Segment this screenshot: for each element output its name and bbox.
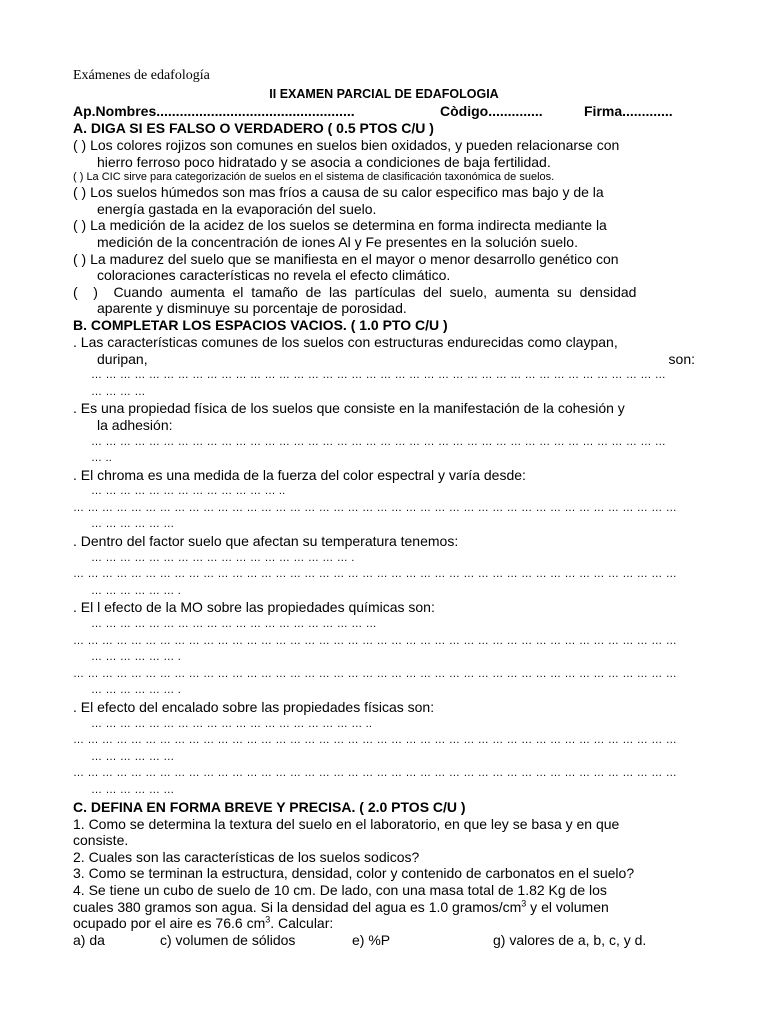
question-text: y el volumen xyxy=(526,898,609,915)
answer-dots: … … … … … … … … … … … … … … … … … … … … xyxy=(91,618,377,631)
code-field: Còdigo.............. xyxy=(440,103,543,119)
item-line: aparente y disminuye su porcentaje de porosidad. xyxy=(97,300,407,317)
answer-dots: … … … … … … xyxy=(91,783,175,796)
question-line xyxy=(73,915,695,932)
item-line: ( ) La CIC sirve para categorización de suelos en el sistema de clasificación taxonómica de suelos. xyxy=(73,171,555,184)
answer-dots: … … … … … … … … … … … … … … … … … … … … … … … … … … … … … … … … … … … … … … … … … … xyxy=(73,634,677,647)
exam-title: II EXAMEN PARCIAL DE EDAFOLOGIA xyxy=(269,87,499,101)
section-b-question xyxy=(73,400,695,466)
answer-dots: … … … … … … . xyxy=(91,684,181,697)
section-a-item xyxy=(73,170,695,184)
answer-dots: … … … … … … … … … … … … … … … … … … … … … … … … … … … … … … … … … … … … … … … … … … xyxy=(73,667,677,680)
option-e: e) %P xyxy=(352,931,391,948)
section-c-question: 3. Como se terminan la estructura, densidad, color y contenido de carbonatos en el suelo? xyxy=(73,865,635,882)
section-b-question xyxy=(73,699,695,799)
id-line xyxy=(73,102,695,120)
question-line: . El l efecto de la MO sobre las propiedades químicas son: xyxy=(73,599,435,616)
answer-dots: … … … … … … … … … … … … … … … … … … . xyxy=(91,551,355,564)
exam-page xyxy=(73,66,695,949)
question-text: ocupado por el aire es 76.6 cm xyxy=(73,915,266,932)
section-a-item xyxy=(73,184,695,217)
answer-dots: … … … … … … … … … … … … … … … … … … … … … … … … … … … … … … … … … … … … … … … … … … xyxy=(73,734,677,747)
item-line: hierro ferroso poco hidratado y se asocia a condiciones de baja fertilidad. xyxy=(97,153,551,170)
question-line: consiste. xyxy=(73,832,129,849)
answer-dots: … … … … … … … … … … … … … … … … … … … … … … … … … … … … … … … … … … … … … … … … … … xyxy=(73,501,677,514)
option-a: a) da xyxy=(73,931,105,948)
answer-dots: … … … … … … … … … … … … … … … … … … … … … … … … … … … … … … … … … … … … … … … … … … xyxy=(73,767,677,780)
section-b-question xyxy=(73,599,695,699)
answer-dots: … … … … … … … … … … … … … … … … … … … .. xyxy=(91,717,373,730)
answer-dots: … … … … … … … … … … … … … … … … … … … … … … … … … … … … … … … … … … … … … … … … xyxy=(91,369,666,382)
item-line: energía gastada en la evaporación del suelo. xyxy=(97,200,377,217)
answer-dots: … … … … … … … … … … … … … … … … … … … … … … … … … … … … … … … … … … … … … … … … … … xyxy=(73,568,677,581)
question-line: . Es una propiedad física de los suelos que consiste en la manifestación de la cohesión y xyxy=(73,400,625,417)
section-c-question xyxy=(73,816,695,849)
answer-dots: … … … … … … … … … … … … … .. xyxy=(91,485,286,498)
item-line: ( ) Cuando aumenta el tamaño de las partículas del suelo, aumenta su densidad xyxy=(73,283,637,300)
question-text: cuales 380 gramos son agua. Si la densidad del agua es 1.0 gramos/cm xyxy=(73,898,522,915)
answer-dots: … … … … … … xyxy=(91,518,175,531)
section-a-item xyxy=(73,251,695,284)
section-b-question xyxy=(73,533,695,599)
section-a-heading: A. DIGA SI ES FALSO O VERDADERO ( 0.5 PTOS C/U ) xyxy=(73,120,434,136)
item-line: ( ) La madurez del suelo que se manifiesta en el mayor o menor desarrollo genético con xyxy=(73,250,619,267)
item-line: medición de la concentración de iones Al y Fe presentes en la solución suelo. xyxy=(97,233,578,250)
answer-dots: … .. xyxy=(91,452,112,465)
item-line: coloraciones características no revela el efecto climático. xyxy=(97,267,451,284)
calc-options xyxy=(73,932,695,949)
section-c-question xyxy=(73,882,695,949)
answer-dots: … … … … xyxy=(91,385,146,398)
item-line: ( ) Los colores rojizos son comunes en suelos bien oxidados, y pueden relacionarse con xyxy=(73,137,620,153)
answer-dots: … … … … … … . xyxy=(91,651,181,664)
section-a-item xyxy=(73,137,695,170)
names-field: Ap.Nombres................................................... xyxy=(73,103,355,119)
question-line: la adhesión: xyxy=(97,416,173,433)
answer-dots: … … … … … … xyxy=(91,750,175,763)
option-g: g) valores de a, b, c, y d. xyxy=(493,931,647,948)
question-line: . Las características comunes de los suelos con estructuras endurecidas como claypan, xyxy=(73,333,618,350)
question-line: . Dentro del factor suelo que afectan su temperatura tenemos: xyxy=(73,533,459,550)
section-b-heading: B. COMPLETAR LOS ESPACIOS VACIOS. ( 1.0 PTO C/U ) xyxy=(73,316,448,333)
item-line: ( ) Los suelos húmedos son mas fríos a causa de su calor especifico mas bajo y de la xyxy=(73,184,604,201)
section-c-question: 2. Cuales son las características de los suelos sodicos? xyxy=(73,848,420,865)
question-line: 4. Se tiene un cubo de suelo de 10 cm. De lado, con una masa total de 1.82 Kg de los xyxy=(73,881,607,898)
question-text: . Calcular: xyxy=(270,915,334,932)
option-c: c) volumen de sólidos xyxy=(160,931,296,948)
section-b-question xyxy=(73,334,695,400)
header-note: Exámenes de edafología xyxy=(73,68,210,83)
answer-dots: … … … … … … . xyxy=(91,584,181,597)
section-b-question xyxy=(73,467,695,533)
question-text: son: xyxy=(668,350,695,367)
superscript: 3 xyxy=(521,897,527,908)
question-line xyxy=(73,351,695,368)
answer-dots: … … … … … … … … … … … … … … … … … … … … … … … … … … … … … … … … … … … … … … … … xyxy=(91,435,666,448)
question-line: 1. Como se determina la textura del suelo en el laboratorio, en que ley se basa y en que xyxy=(73,815,620,832)
section-c-heading: C. DEFINA EN FORMA BREVE Y PRECISA. ( 2.0 PTOS C/U ) xyxy=(73,798,466,815)
section-a-item xyxy=(73,284,695,317)
question-line: . El efecto del encalado sobre las propiedades físicas son: xyxy=(73,699,435,715)
section-a-item xyxy=(73,217,695,250)
signature-field: Firma............. xyxy=(584,103,673,119)
question-line: . El chroma es una medida de la fuerza del color espectral y varía desde: xyxy=(73,466,526,483)
item-line: ( ) La medición de la acidez de los suelos se determina en forma indirecta mediante la xyxy=(73,217,607,234)
question-text: duripan, xyxy=(97,350,148,367)
superscript: 3 xyxy=(265,914,271,925)
question-line xyxy=(73,899,695,916)
